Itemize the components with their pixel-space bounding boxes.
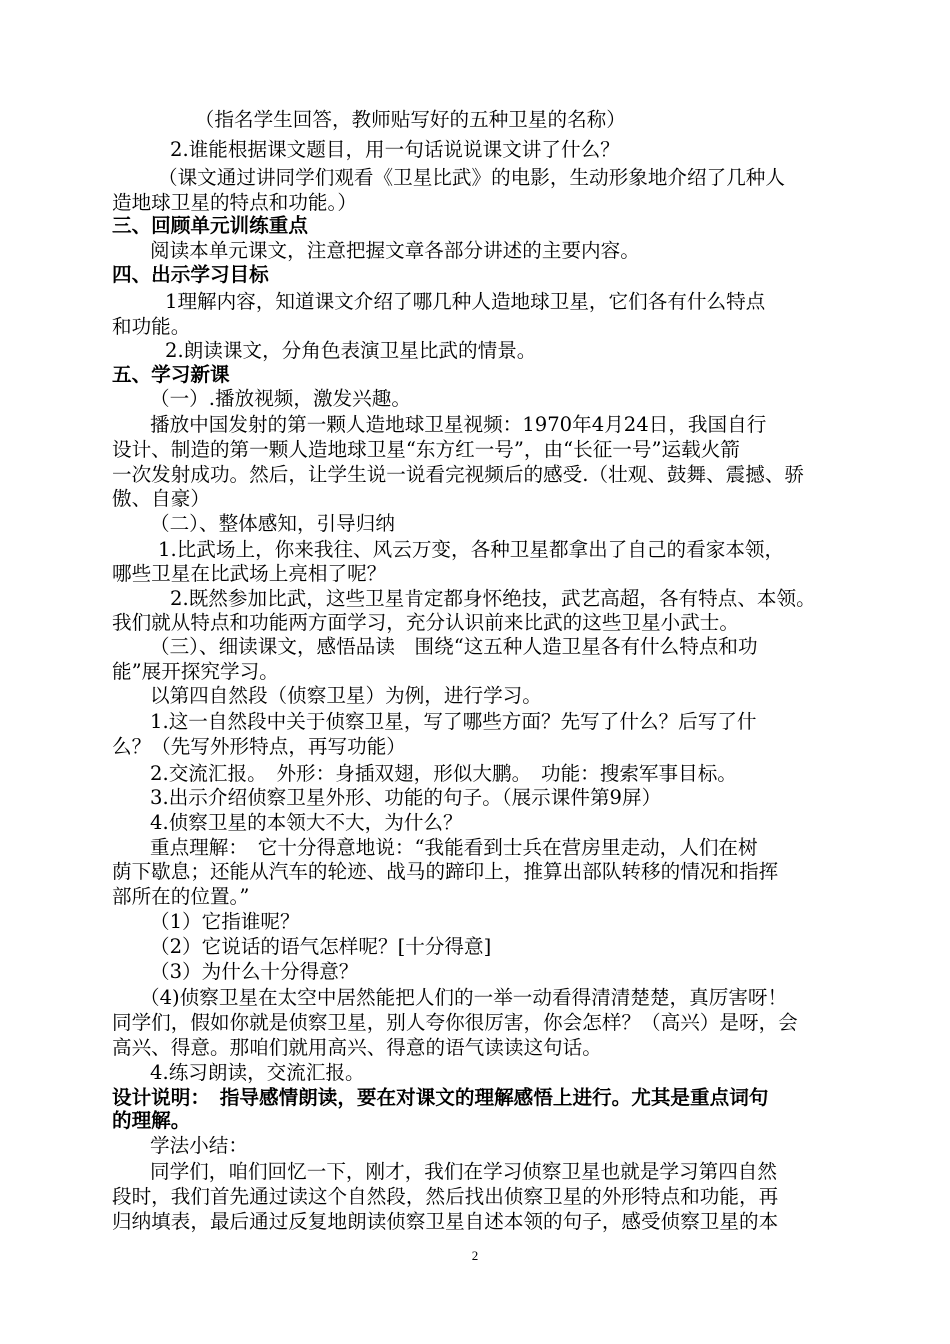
section-heading: 五、学习新课 <box>112 363 230 386</box>
design-note: 设计说明： 指导感情朗读，要在对课文的理解感悟上进行。尤其是重点词句 <box>112 1086 769 1109</box>
text-line: 哪些卫星在比武场上亮相了呢？ <box>112 562 387 585</box>
text-line: （三）、细读课文，感悟品读 围绕“这五种人造卫星各有什么特点和功 <box>150 635 758 658</box>
text-line: 同学们，假如你就是侦察卫星，别人夸你很厉害，你会怎样？（高兴）是呀，会 <box>112 1011 798 1034</box>
text-line: （指名学生回答，教师贴写好的五种卫星的名称） <box>185 108 626 131</box>
text-line: （2）它说话的语气怎样呢？[十分得意] <box>150 935 492 958</box>
text-line: 一次发射成功。然后，让学生说一说看完视频后的感受.（壮观、鼓舞、震撼、骄 <box>112 463 805 486</box>
text-line: 4.侦察卫星的本领大不大，为什么？ <box>150 811 463 834</box>
text-line: 2.既然参加比武，这些卫星肯定都身怀绝技，武艺高超，各有特点、本领。 <box>170 587 816 610</box>
text-line: 同学们，咱们回忆一下，刚才，我们在学习侦察卫星也就是学习第四自然 <box>150 1160 777 1183</box>
text-line: 部所在的位置。” <box>112 885 250 908</box>
text-line: 以第四自然段（侦察卫星）为例，进行学习。 <box>150 684 542 707</box>
text-line: 1.比武场上，你来我往、风云万变，各种卫星都拿出了自己的看家本领， <box>158 538 785 561</box>
text-line: 1理解内容，知道课文介绍了哪几种人造地球卫星，它们各有什么特点 <box>165 290 766 313</box>
text-line: （二）、整体感知，引导归纳 <box>150 512 395 535</box>
text-line: （4)侦察卫星在太空中居然能把人们的一举一动看得清清楚楚，真厉害呀！ <box>140 986 788 1009</box>
text-line: 播放中国发射的第一颗人造地球卫星视频：1970年4月24日，我国自行 <box>150 413 767 436</box>
text-line: 造地球卫星的特点和功能。） <box>112 191 357 214</box>
text-line: 能”展开探究学习。 <box>112 660 279 683</box>
text-line: 段时，我们首先通过读这个自然段，然后找出侦察卫星的外形特点和功能，再 <box>112 1185 779 1208</box>
text-line: （3）为什么十分得意？ <box>150 960 359 983</box>
section-heading: 四、出示学习目标 <box>112 263 269 286</box>
text-line: 设计、制造的第一颗人造地球卫星“东方红一号”，由“长征一号”运载火箭 <box>112 438 740 461</box>
text-line: （一）.播放视频，激发兴趣。 <box>150 387 411 410</box>
section-heading: 三、回顾单元训练重点 <box>112 214 308 237</box>
text-line: （课文通过讲同学们观看《卫星比武》的电影，生动形象地介绍了几种人 <box>158 166 785 189</box>
text-line: 4.练习朗读，交流汇报。 <box>150 1061 365 1084</box>
text-line: 荫下歇息；还能从汽车的轮迹、战马的蹄印上，推算出部队转移的情况和指挥 <box>112 860 779 883</box>
design-note: 的理解。 <box>112 1109 191 1132</box>
text-line: 2.朗读课文，分角色表演卫星比武的情景。 <box>165 339 537 362</box>
text-line: 我们就从特点和功能两方面学习，充分认识前来比武的这些卫星小武士。 <box>112 611 739 634</box>
text-line: 归纳填表，最后通过反复地朗读侦察卫星自述本领的句子，感受侦察卫星的本 <box>112 1210 779 1233</box>
text-line: 2.谁能根据课文题目，用一句话说说课文讲了什么？ <box>170 138 620 161</box>
text-line: 高兴、得意。那咱们就用高兴、得意的语气读读这句话。 <box>112 1036 602 1059</box>
text-line: （1）它指谁呢？ <box>150 910 300 933</box>
text-line: 学法小结： <box>150 1134 248 1157</box>
text-line: 2.交流汇报。 外形：身插双翅，形似大鹏。 功能：搜索军事目标。 <box>150 762 737 785</box>
text-line: 傲、自豪） <box>112 487 210 510</box>
text-line: 3.出示介绍侦察卫星外形、功能的句子。（展示课件第9屏） <box>150 786 662 809</box>
text-line: 阅读本单元课文，注意把握文章各部分讲述的主要内容。 <box>150 239 640 262</box>
page-number: 2 <box>471 1248 479 1263</box>
text-line: 么？（先写外形特点，再写功能） <box>112 735 406 758</box>
text-line: 重点理解： 它十分得意地说：“我能看到士兵在营房里走动，人们在树 <box>150 836 758 859</box>
text-line: 1.这一自然段中关于侦察卫星，写了哪些方面？先写了什么？后写了什 <box>150 710 757 733</box>
text-line: 和功能。 <box>112 315 191 338</box>
